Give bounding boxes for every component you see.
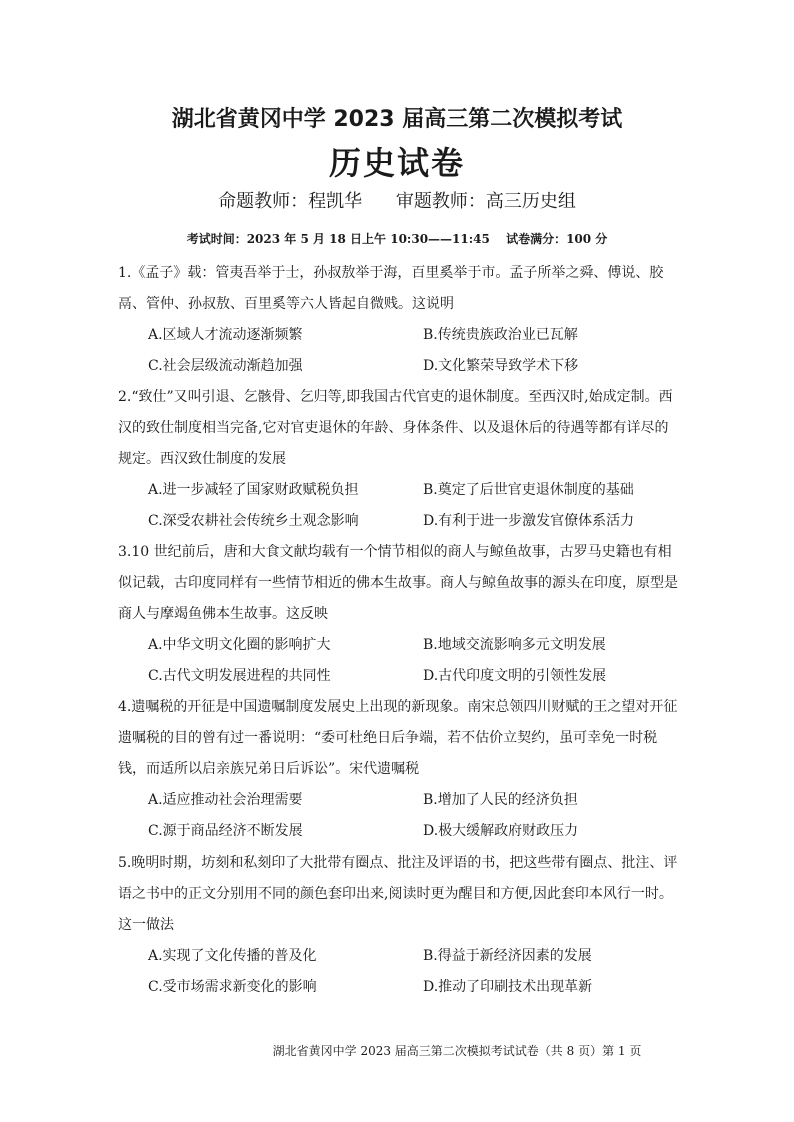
question-stem: 2.“致仕”又叫引退、乞骸骨、乞归等,即我国古代官吏的退休制度。至西汉时,始成定制。西汉的致仕制度相当完备,它对官吏退休的年龄、身体条件、以及退休后的待遇等都有详尽的规定。西汉致仕制度的发展 — [118, 389, 673, 467]
option-group — [118, 320, 678, 382]
question-1 — [118, 258, 678, 382]
option-a: A.中华文明文化圈的影响扩大 — [148, 637, 331, 653]
option-group — [118, 630, 678, 692]
subject-title: 历史试卷 — [328, 144, 465, 182]
exam-title: 湖北省黄冈中学 2023 届高三第二次模拟考试 — [171, 107, 623, 132]
option-d: D.有利于进一步激发官僚体系活力 — [423, 513, 635, 529]
option-b: B.增加了人民的经济负担 — [423, 792, 578, 808]
teacher-line — [0, 187, 794, 213]
option-d: D.推动了印刷技术出现革新 — [423, 979, 593, 995]
option-a: A.区域人才流动逐渐频繁 — [148, 327, 303, 343]
exam-time: 考试时间：2023 年 5 月 18 日上午 10:30——11:45 — [186, 232, 490, 246]
option-b: B.奠定了后世官吏退休制度的基础 — [423, 482, 634, 498]
option-c: C.源于商品经济不断发展 — [148, 823, 303, 839]
question-stem: 5.晚明时期，坊刻和私刻印了大批带有圈点、批注及评语的书，把这些带有圈点、批注、评语之书中的正文分别用不同的颜色套印出来,阅读时更为醒目和方便,因此套印本风行一时。这一做法 — [118, 855, 678, 933]
question-3 — [118, 537, 678, 692]
reviewer-label: 审题教师：高三历史组 — [395, 191, 576, 212]
question-stem: 4.遗嘱税的开征是中国遗嘱制度发展史上出现的新现象。南宋总领四川财赋的王之望对开征遗嘱税的目的曾有过一番说明：“委可杜绝日后争端，若不估价立契约，虽可幸免一时税钱，而适所以启亲族兄弟日后诉讼”。宋代遗嘱税 — [118, 699, 678, 777]
option-a: A.适应推动社会治理需要 — [148, 792, 303, 808]
question-5 — [118, 848, 678, 1003]
option-c: C.深受农耕社会传统乡土观念影响 — [148, 513, 359, 529]
option-b: B.得益于新经济因素的发展 — [423, 948, 592, 964]
question-2 — [118, 382, 678, 537]
option-c: C.古代文明发展进程的共同性 — [148, 668, 331, 684]
exam-info-line — [0, 230, 794, 247]
page-footer: 湖北省黄冈中学 2023 届高三第二次模拟考试试卷（共 8 页）第 1 页 — [272, 1044, 642, 1058]
option-c: C.受市场需求新变化的影响 — [148, 979, 317, 995]
option-group — [118, 941, 678, 1003]
author-label: 命题教师：程凯华 — [218, 191, 363, 212]
option-c: C.社会层级流动渐趋加强 — [148, 358, 303, 374]
option-d: D.文化繁荣导致学术下移 — [423, 358, 579, 374]
option-group — [118, 785, 678, 847]
question-stem: 3.10 世纪前后，唐和大食文献均载有一个情节相似的商人与鲸鱼故事，古罗马史籍也有相似记载，古印度同样有一些情节相近的佛本生故事。商人与鲸鱼故事的源头在印度，原型是商人与摩竭鱼佛本生故事。这反映 — [118, 544, 678, 622]
option-d: D.极大缓解政府财政压力 — [423, 823, 579, 839]
question-4 — [118, 692, 678, 847]
exam-score: 试卷满分：100 分 — [506, 232, 608, 246]
question-stem: 1.《孟子》载：管夷吾举于士，孙叔敖举于海，百里奚举于市。孟子所举之舜、傅说、胶鬲、管仲、孙叔敖、百里奚等六人皆起自微贱。这说明 — [118, 265, 664, 312]
option-a: A.实现了文化传播的普及化 — [148, 948, 317, 964]
option-d: D.古代印度文明的引领性发展 — [423, 668, 607, 684]
option-b: B.传统贵族政治业已瓦解 — [423, 327, 578, 343]
option-b: B.地域交流影响多元文明发展 — [423, 637, 606, 653]
option-group — [118, 475, 678, 537]
option-a: A.进一步减轻了国家财政赋税负担 — [148, 482, 359, 498]
